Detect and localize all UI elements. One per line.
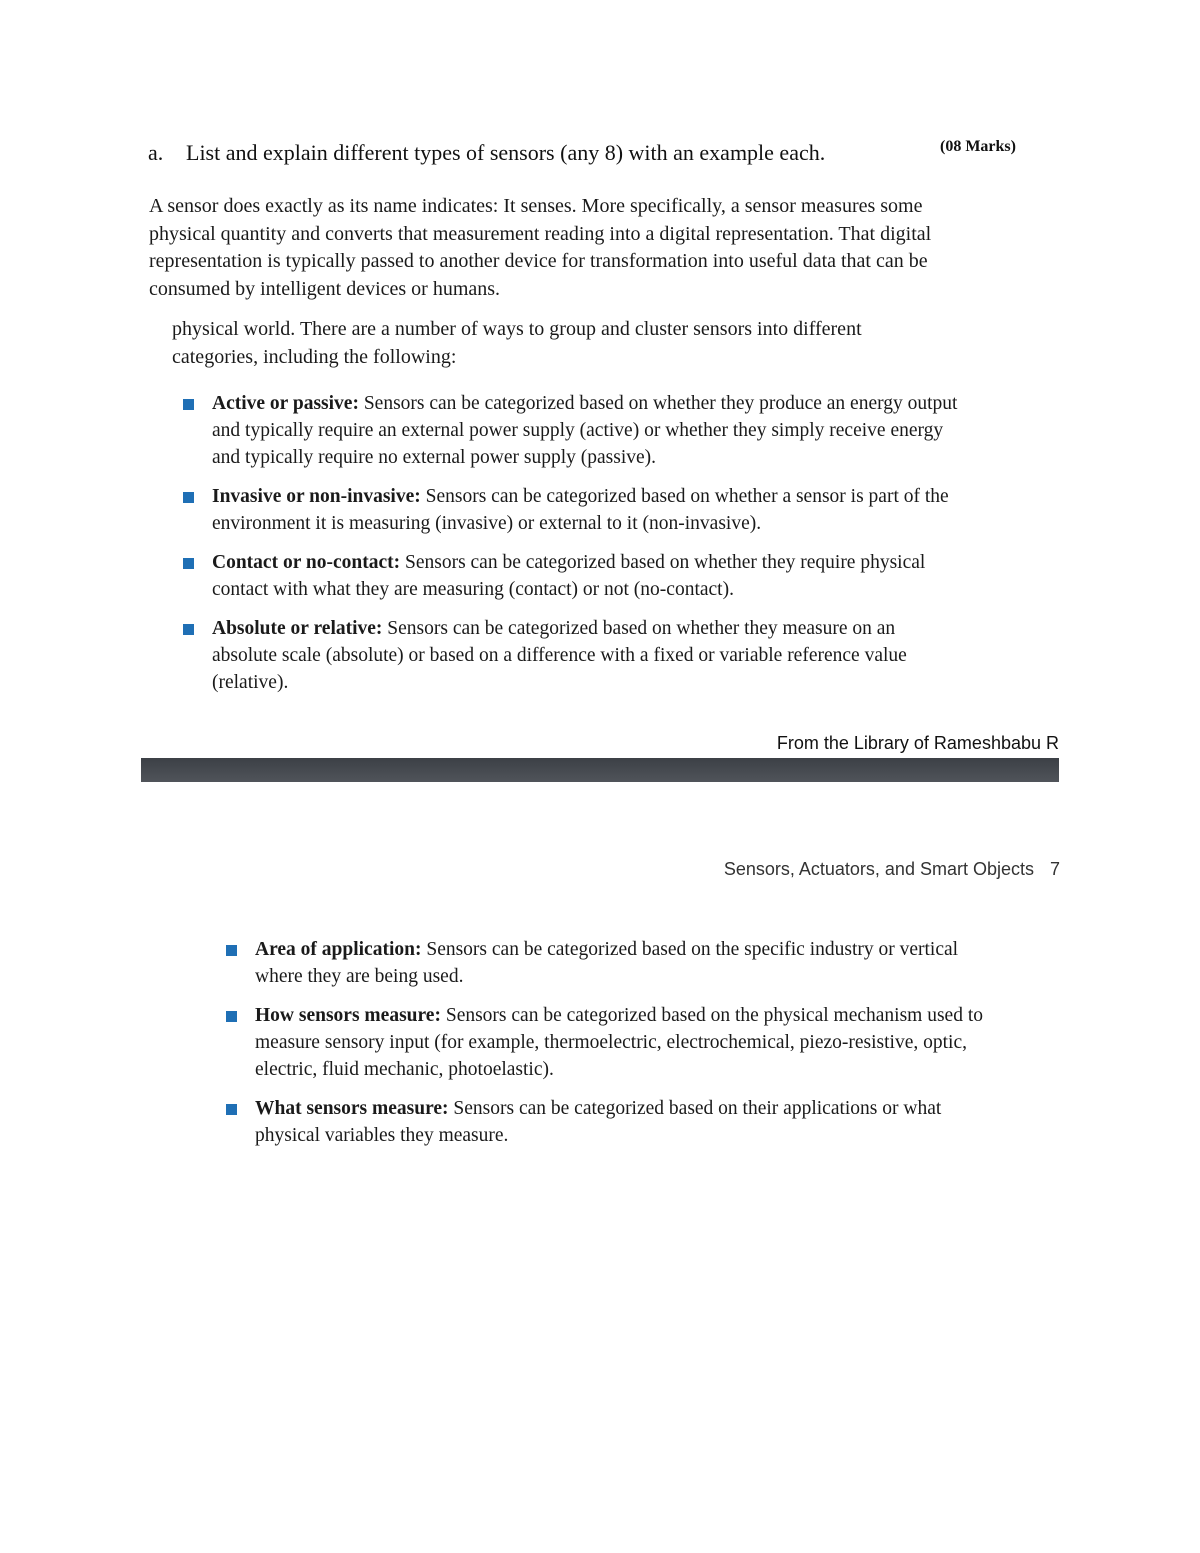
- library-note: From the Library of Rameshbabu R: [776, 733, 1059, 753]
- square-bullet-icon: [183, 624, 194, 635]
- question-letter: a.: [148, 140, 164, 165]
- square-bullet-icon: [226, 945, 237, 956]
- list-item: [226, 1095, 1006, 1149]
- sensor-category-list-page2: [226, 936, 1006, 1161]
- list-item: [183, 549, 963, 603]
- list-item: [183, 483, 963, 537]
- intro-paragraph: A sensor does exactly as its name indicates: It senses. More specifically, a sensor measures some physical quantity and converts that measurement reading into a digital representation. That digital representation is typically passed to another device for transformation into useful data that can be consumed by intelligent devices or humans.: [149, 195, 932, 300]
- category-description: Sensors can be categorized based on their applications or what physical variables they measure.: [255, 1098, 942, 1146]
- category-term: What sensors measure:: [255, 1098, 449, 1119]
- category-term: Active or passive:: [212, 393, 359, 414]
- question-marks: (08 Marks): [940, 138, 1016, 155]
- category-description: Sensors can be categorized based on the physical mechanism used to measure sensory input (for example, thermoelectric, electrochemical, piezo-resistive, optic, electric, fluid mechanic, photoelastic).: [255, 1005, 984, 1080]
- intro-paragraph-continued: physical world. There are a number of ways to group and cluster sensors into different categories, including the following:: [172, 318, 862, 368]
- category-description: Sensors can be categorized based on the specific industry or vertical where they are being used.: [255, 939, 959, 987]
- category-term: How sensors measure:: [255, 1005, 441, 1026]
- running-head-title: Sensors, Actuators, and Smart Objects: [723, 859, 1034, 879]
- running-head: [600, 859, 1060, 880]
- list-item: [226, 1002, 1006, 1083]
- category-description: Sensors can be categorized based on whether they produce an energy output and typically require an external power supply (active) or whether they simply receive energy and typically require no external power supply (passive).: [212, 393, 958, 468]
- square-bullet-icon: [183, 558, 194, 569]
- category-description: Sensors can be categorized based on whether they measure on an absolute scale (absolute) or based on a difference with a fixed or variable reference value (relative).: [212, 618, 907, 693]
- list-item: [226, 936, 1006, 990]
- sensor-category-list-page1: [183, 390, 963, 708]
- list-item: [183, 615, 963, 696]
- category-term: Contact or no-contact:: [212, 552, 401, 573]
- category-term: Absolute or relative:: [212, 618, 383, 639]
- category-description: Sensors can be categorized based on whether they require physical contact with what they are measuring (contact) or not (no-contact).: [212, 552, 926, 600]
- question-text: List and explain different types of sensors (any 8) with an example each.: [186, 140, 826, 165]
- square-bullet-icon: [183, 492, 194, 503]
- question-heading: [148, 140, 1048, 166]
- page-divider-bar: [141, 758, 1059, 782]
- category-term: Invasive or non-invasive:: [212, 486, 421, 507]
- square-bullet-icon: [226, 1104, 237, 1115]
- square-bullet-icon: [183, 399, 194, 410]
- list-item: [183, 390, 963, 471]
- square-bullet-icon: [226, 1011, 237, 1022]
- category-description: Sensors can be categorized based on whether a sensor is part of the environment it is measuring (invasive) or external to it (non-invasive).: [212, 486, 949, 534]
- category-term: Area of application:: [255, 939, 422, 960]
- page-number: 7: [1049, 859, 1060, 879]
